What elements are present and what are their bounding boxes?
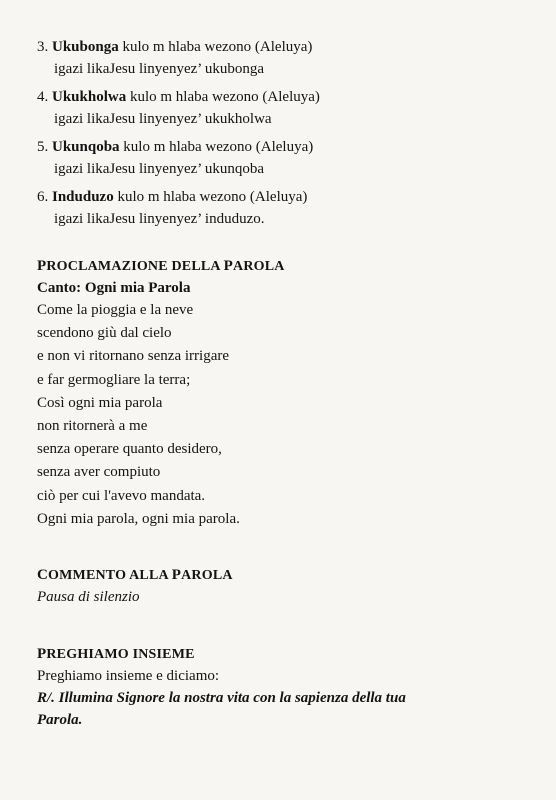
litany-number: 6.: [37, 189, 49, 205]
poem-line: e non vi ritornano senza irrigare: [37, 348, 230, 365]
poem-line: scendono giù dal cielo: [37, 325, 172, 342]
litany-line2: igazi likaJesu linyenyez’ ukunqoba: [54, 161, 265, 177]
poem-line: Come la pioggia e la neve: [37, 302, 194, 318]
litany-text: kulo m hlaba wezono (Aleluya): [119, 139, 314, 155]
poem-line: Ogni mia parola, ogni mia parola.: [37, 510, 240, 527]
canto-title: Canto: Ogni mia Parola: [37, 280, 191, 296]
litany-line2: igazi likaJesu linyenyez’ ukukholwa: [54, 111, 272, 127]
proclamation-section: [37, 256, 537, 531]
preghiamo-section: [37, 644, 537, 731]
response-line-2: Parola.: [37, 712, 83, 729]
litany-number: 4.: [37, 89, 49, 105]
poem-line: Così ogni mia parola: [37, 394, 163, 411]
litany-item-4: [37, 86, 537, 130]
poem-line: non ritornerà a me: [37, 418, 148, 435]
commento-subtitle: Pausa di silenzio: [37, 589, 140, 606]
litany-item-3: [37, 36, 537, 80]
commento-section: [37, 565, 537, 608]
main-content: [37, 36, 537, 731]
poem-line: senza operare quanto desidero,: [37, 441, 222, 458]
litany-number: 3.: [37, 39, 49, 55]
litany-text: kulo m hlaba wezono (Aleluya): [118, 39, 313, 55]
litany-keyword: Ukubonga: [52, 39, 119, 55]
litany-item-5: [37, 136, 537, 180]
litany-line2: igazi likaJesu linyenyez’ induduzo.: [54, 211, 265, 227]
preghiamo-intro: Preghiamo insieme e diciamo:: [37, 668, 220, 685]
litany-number: 5.: [37, 139, 49, 155]
litany-item-6: [37, 186, 537, 230]
response-line-1: R/. Illumina Signore la nostra vita con la sapienza della tua: [37, 690, 406, 707]
litany-keyword: Induduzo: [52, 189, 114, 205]
litany-text: kulo m hlaba wezono (Aleluya): [126, 89, 320, 105]
litany-keyword: Ukukholwa: [52, 89, 127, 105]
poem-text: [37, 299, 537, 531]
section-title: COMMENTO ALLA PAROLA: [37, 567, 233, 584]
section-title: PROCLAMAZIONE DELLA PAROLA: [37, 258, 285, 274]
poem-line: e far germogliare la terra;: [37, 371, 191, 388]
litany-text: kulo m hlaba wezono (Aleluya): [113, 189, 308, 205]
poem-line: ciò per cui l'avevo mandata.: [37, 487, 206, 504]
litany-keyword: Ukunqoba: [52, 139, 120, 155]
litany-line2: igazi likaJesu linyenyez’ ukubonga: [54, 61, 265, 77]
litany-list: [37, 36, 537, 230]
poem-line: senza aver compiuto: [37, 464, 161, 481]
section-title: PREGHIAMO INSIEME: [37, 646, 195, 663]
